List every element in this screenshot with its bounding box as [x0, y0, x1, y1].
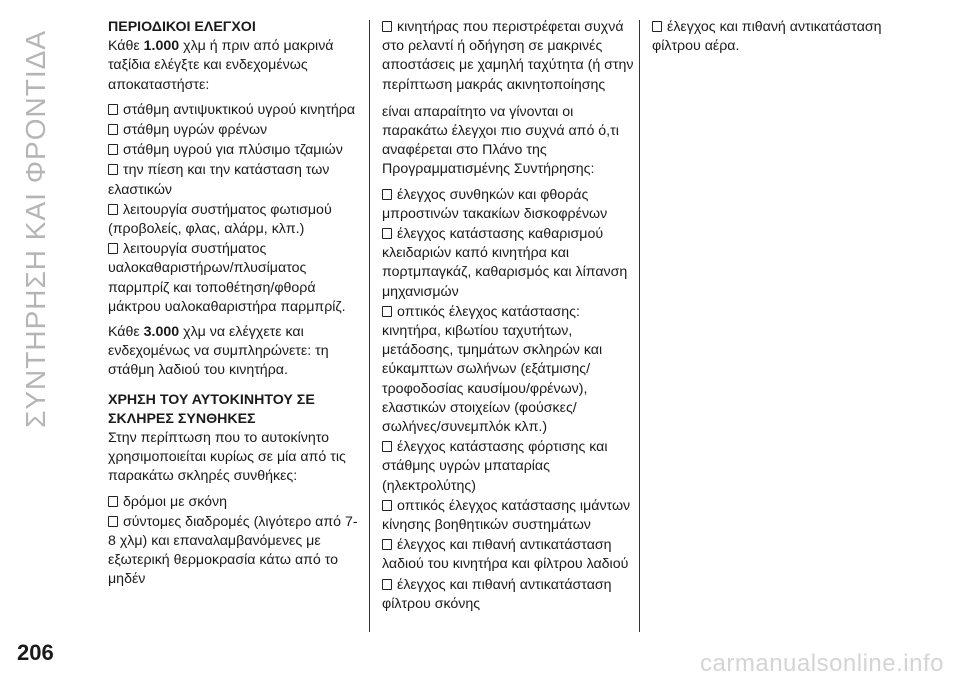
checkbox-icon	[108, 124, 118, 135]
column-divider	[639, 20, 640, 632]
side-section-title-text: ΣΥΝΤΗΡΗΣΗ ΚΑΙ ΦΡΟΝΤΙΔΑ	[20, 30, 51, 428]
list-item: λειτουργία συστήματος υαλοκαθαριστήρων/πλυσίματος παρμπρίζ και τοποθέτηση/φθορά μάκτρου υαλοκαθαριστήρα παρμπρίζ.	[108, 241, 346, 315]
list-item: έλεγχος και πιθανή αντικατάσταση φίλτρου αέρα.	[652, 19, 882, 55]
list-item: έλεγχος και πιθανή αντικατάσταση φίλτρου σκόνης	[382, 576, 612, 612]
checkbox-icon	[108, 243, 118, 254]
checkbox-icon	[108, 144, 118, 155]
list-item: έλεγχος κατάστασης φόρτισης και στάθμης υγρών μπαταρίας (ηλεκτρολύτης)	[382, 439, 608, 494]
checkbox-icon	[382, 441, 392, 452]
column-2	[382, 18, 634, 614]
checkbox-icon	[382, 306, 392, 317]
page-number: 206	[17, 640, 54, 665]
checkbox-icon	[382, 539, 392, 550]
checklist-1000km	[108, 101, 364, 317]
checklist-required-cont	[652, 18, 908, 56]
list-item: σύντομες διαδρομές (λιγότερο από 7-8 χλμ) και επαναλαμβανόμενες με εξωτερική θερμοκρασία κάτω από το μηδέν	[108, 513, 358, 588]
list-item: στάθμη αντιψυκτικού υγρού κινητήρα	[108, 101, 364, 120]
checkbox-icon	[382, 189, 392, 200]
checkbox-icon	[382, 500, 392, 511]
paragraph-every-3000km: Κάθε 3.000 χλμ να ελέγχετε και ενδεχομένως να συμπληρώνετε: τη στάθμη λαδιού του κινητήρα.	[108, 324, 329, 379]
list-item: έλεγχος και πιθανή αντικατάσταση λαδιού του κινητήρα και φίλτρου λαδιού	[382, 537, 629, 573]
list-item: έλεγχος κατάστασης καθαρισμού κλειδαριών καπό κινητήρα και πορτμπαγκάζ, καθαρισμός και λίπανση μηχανισμών	[382, 226, 628, 300]
list-item: οπτικός έλεγχος κατάστασης: κινητήρα, κιβωτίου ταχυτήτων, μετάδοσης, τμημάτων σκληρών και εύκαμπτων σωλήνων (εξάτμισης/τροφοδοσίας καυσίμου/φρένων), ελαστικών στοιχείων (φούσκες/σωλήνες/συνεμπλόκ κλπ.)	[382, 303, 603, 436]
checkbox-icon	[382, 21, 392, 32]
list-item: κινητήρας που περιστρέφεται συχνά στο ρελαντί ή οδήγηση σε μακρινές αποστάσεις με χαμηλή ταχύτητα (ή στην περίπτωση μακράς ακινητοποίησης	[382, 19, 634, 93]
checklist-severe-conditions-cont	[382, 18, 634, 95]
checkbox-icon	[108, 104, 118, 115]
list-item: λειτουργία συστήματος φωτισμού (προβολείς, φλας, αλάρμ, κλπ.)	[108, 201, 332, 238]
paragraph-severe-intro: Στην περίπτωση που το αυτοκίνητο χρησιμοποιείται κυρίως σε μία από τις παρακάτω σκληρές συνθήκες:	[108, 430, 346, 485]
checkbox-icon	[108, 516, 118, 527]
list-item: οπτικός έλεγχος κατάστασης ιμάντων κίνησης βοηθητικών συστημάτων	[382, 497, 631, 534]
checklist-required	[382, 186, 634, 614]
list-item: την πίεση και την κατάσταση των ελαστικών	[108, 162, 330, 198]
watermark: carmanualsonline.info	[700, 650, 944, 677]
side-section-title	[6, 30, 66, 630]
heading-severe-conditions: ΧΡΗΣΗ ΤΟΥ ΑΥΤΟΚΙΝΗΤΟΥ ΣΕ ΣΚΛΗΡΕΣ ΣΥΝΘΗΚΕΣ	[108, 391, 315, 427]
km-3000: 3.000	[143, 324, 180, 341]
list-item: έλεγχος συνθηκών και φθοράς μπροστινών τακακίων δισκοφρένων	[382, 186, 608, 222]
column-1	[108, 18, 364, 590]
checklist-severe-conditions	[108, 493, 364, 590]
checkbox-icon	[382, 579, 392, 590]
checkbox-icon	[652, 21, 662, 32]
list-item: στάθμη υγρού για πλύσιμο τζαμιών	[108, 141, 364, 160]
checkbox-icon	[382, 228, 392, 239]
checkbox-icon	[108, 204, 118, 215]
paragraph-required-checks: είναι απαραίτητο να γίνονται οι παρακάτω έλεγχοι πιο συχνά από ό,τι αναφέρεται στο Πλάνο της Προγραμματισμένης Συντήρησης:	[382, 103, 619, 178]
km-1000: 1.000	[143, 38, 180, 55]
heading-periodic-checks: ΠΕΡΙΟΔΙΚΟΙ ΕΛΕΓΧΟΙ	[108, 19, 256, 35]
paragraph-every-1000km: Κάθε 1.000 χλμ ή πριν από μακρινά ταξίδια ελέγξτε και ενδεχομένως αποκαταστήστε:	[108, 38, 334, 93]
list-item: δρόμοι με σκόνη	[108, 493, 364, 512]
checkbox-icon	[108, 496, 118, 507]
checkbox-icon	[108, 164, 118, 175]
column-divider	[369, 20, 370, 632]
list-item: στάθμη υγρών φρένων	[108, 121, 364, 140]
column-3	[652, 18, 908, 56]
